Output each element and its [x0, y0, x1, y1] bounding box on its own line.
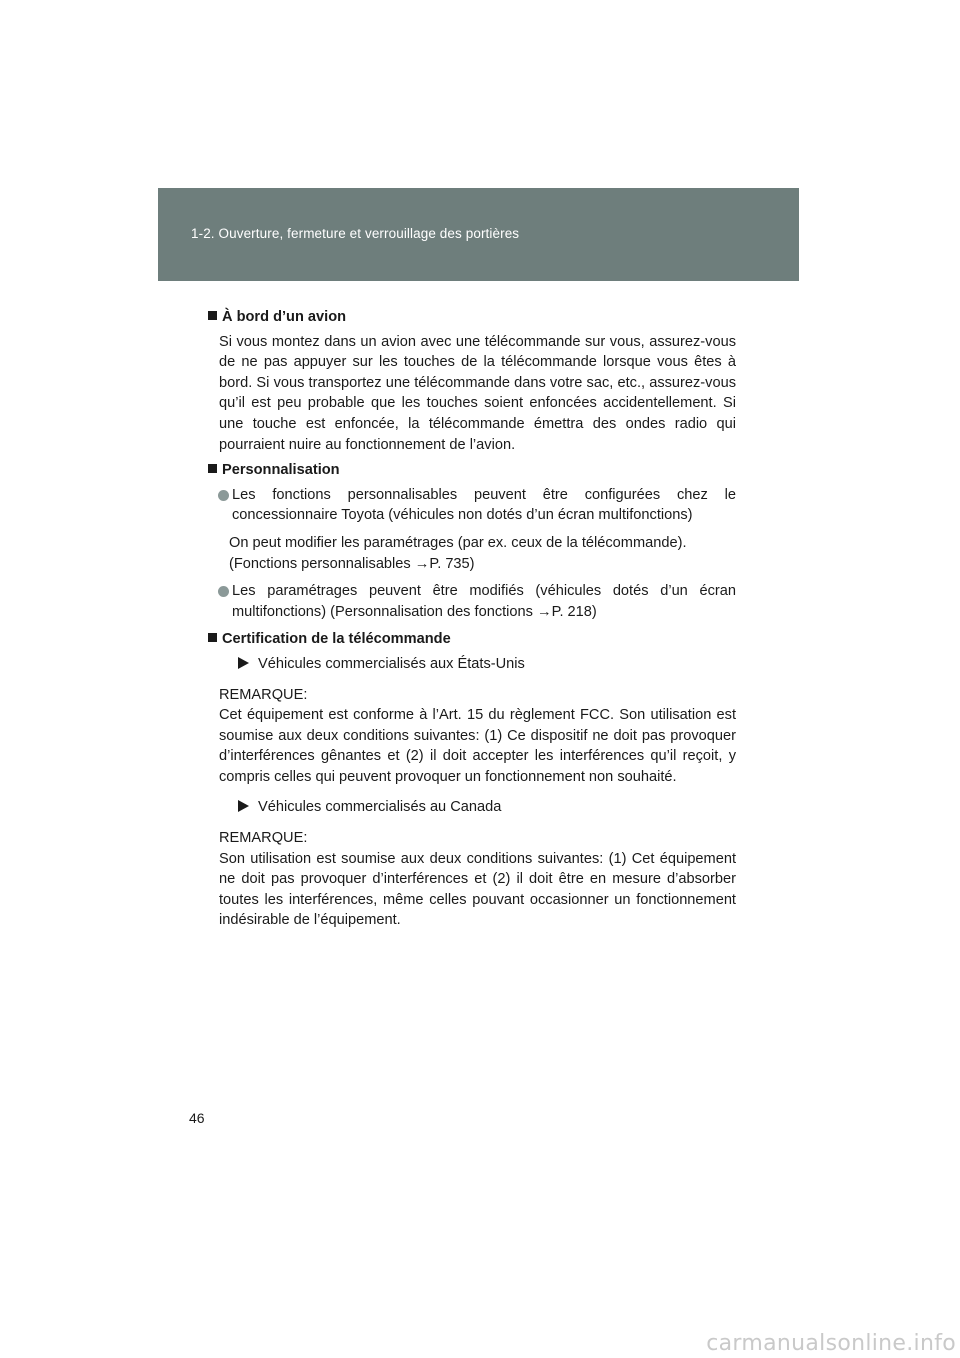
page-reference-735: (Fonctions personnalisables →P. 735) — [229, 555, 475, 572]
customization-bullet-dealer: Les fonctions personnalisables peuvent être configurées chez le concessionnaire Toyota (véhicules non dotés d’un écran multifonctions) — [232, 485, 736, 526]
canada-vehicles-label: Véhicules commercialisés au Canada — [238, 797, 736, 818]
square-bullet-icon — [208, 633, 217, 642]
customization-sub-paragraph: On peut modifier les paramétrages (par ex. ceux de la télécommande). (Fonctions personnalisables →P. 735) — [229, 533, 736, 574]
circle-bullet-icon — [218, 586, 229, 597]
page-content — [208, 307, 736, 941]
us-vehicles-label: Véhicules commercialisés aux États-Unis — [238, 654, 736, 675]
chapter-title: 1-2. Ouverture, fermeture et verrouillage des portières — [191, 226, 520, 241]
canada-note-label: REMARQUE: — [219, 830, 308, 847]
section-heading-airplane: À bord d’un avion — [208, 307, 736, 328]
square-bullet-icon — [208, 464, 217, 473]
square-bullet-icon — [208, 311, 217, 320]
us-note-body: Cet équipement est conforme à l’Art. 15 du règlement FCC. Son utilisation est soumise aux deux conditions suivantes: (1) Ce dispositif ne doit pas provoquer d’interférences gênantes et (2) il doit accepter les interférences qu’il reçoit, y compris celles qui peuvent provoquer un fonctionnement non souhaité. — [219, 707, 736, 785]
site-watermark: carmanualsonline.info — [706, 1331, 956, 1356]
page-number: 46 — [189, 1110, 205, 1126]
circle-bullet-icon — [218, 490, 229, 501]
us-note-label: REMARQUE: — [219, 686, 308, 703]
section-heading-customization: Personnalisation — [208, 460, 736, 481]
section-heading-certification: Certification de la télécommande — [208, 629, 736, 650]
canada-note-body: Son utilisation est soumise aux deux conditions suivantes: (1) Cet équipement ne doit pas provoquer d’interférences et (2) il doit être en mesure d’absorber toutes les interférences, même celles pouvant occasionner un fonctionnement indésirable de l’équipement. — [219, 850, 736, 929]
airplane-paragraph: Si vous montez dans un avion avec une télécommande sur vous, assurez-vous de ne pas appuyer sur les touches de la télécommande lorsque vous êtes à bord. Si vous transportez une télécommande dans votre sac, etc., assurez-vous qu’il est peu probable que les touches soient enfoncées accidentellement. Si une touche est enfoncée, la télécommande émettra des ondes radio qui pourraient nuire au fonctionnement de l’avion. — [219, 333, 736, 453]
customization-bullet-multifunction: Les paramétrages peuvent être modifiés (véhicules dotés d’un écran multifonctions) (Personnalisation des fonctions →P. 218) — [232, 581, 736, 622]
triangle-pointer-icon — [238, 800, 249, 812]
chapter-header-band — [158, 188, 799, 281]
triangle-pointer-icon — [238, 657, 249, 669]
